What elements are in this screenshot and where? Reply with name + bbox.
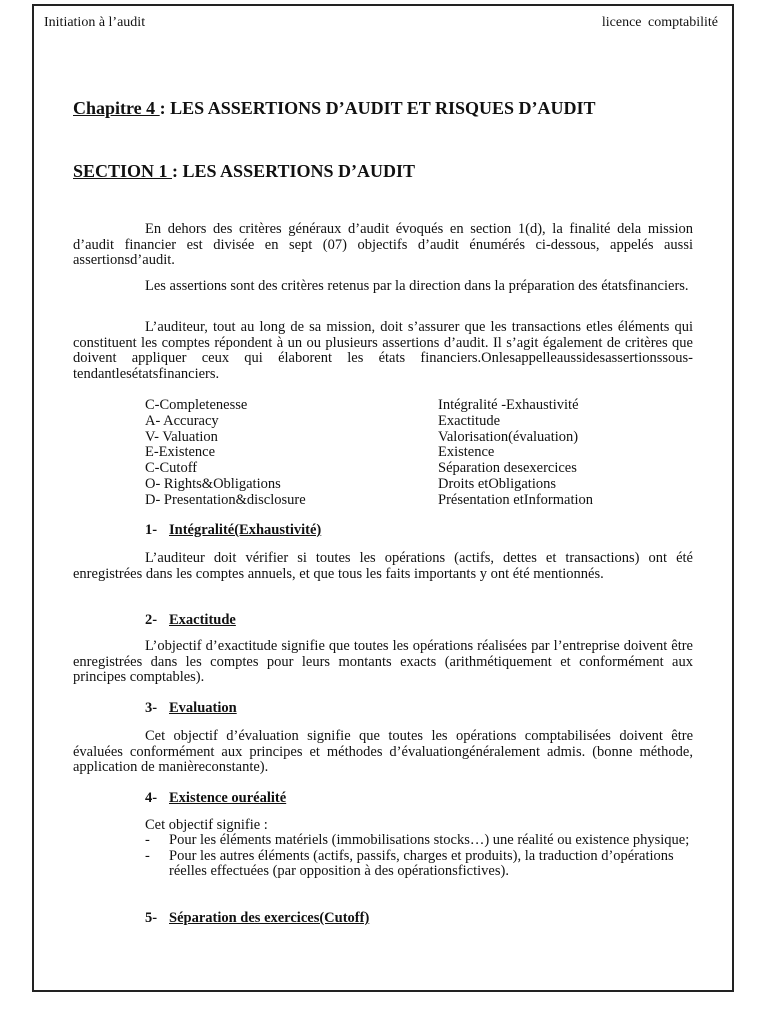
assertion-row (145, 430, 593, 446)
list-item (145, 833, 693, 849)
list-item (145, 849, 693, 880)
assertion-row (145, 493, 593, 509)
assertion-english: V- Valuation (145, 428, 218, 445)
assertion-french: Présentation etInformation (438, 491, 594, 508)
subsection-4-list (145, 833, 693, 880)
intro-paragraph-3: L’auditeur, tout au long de sa mission, doit s’assurer que les transactions etles éléments qui constituent les comptes répondent à un ou plusieurs assertions d’audit. Il s’agit également de critères que doivent appliquer ceux qui élaborent les états financiers.Onlesappelleaussidesassertionssous-tendantlesétatsfinanciers. (73, 319, 693, 382)
assertion-french: Intégralité -Exhaustivité (438, 397, 579, 413)
header-program: licence comptabilité (601, 15, 718, 30)
chapter-label: Chapitre 4 (73, 98, 160, 118)
subsection-heading-3 (145, 700, 237, 717)
list-item-text: Pour les autres éléments (actifs, passifs, charges et produits), la traduction d’opérations réelles effectuées (par opposition à des opérationsfictives). (169, 847, 674, 880)
subsection-heading-1 (145, 522, 321, 539)
subsection-title: Intégralité(Exhaustivité) (169, 522, 322, 538)
chapter-title (73, 98, 596, 119)
assertion-french: Exactitude (438, 412, 501, 429)
assertion-row (145, 414, 593, 430)
assertion-row (145, 477, 593, 493)
subsection-title: Existence ouréalité (169, 790, 287, 806)
subsection-3-text: Cet objectif d’évaluation signifie que toutes les opérations comptabilisées doivent être évaluées conformément aux principes et méthodes d’évaluationgénéralement admis. (bonne méthode, application de manièreconstante). (73, 728, 693, 776)
list-item-text: Pour les éléments matériels (immobilisations stocks…) une réalité ou existence physique; (169, 832, 690, 848)
subsection-heading-2 (145, 612, 236, 629)
subsection-title: Evaluation (169, 700, 237, 716)
assertion-english: D- Presentation&disclosure (145, 491, 306, 508)
subsection-heading-4 (145, 790, 286, 807)
assertion-row (145, 398, 593, 414)
assertion-row (145, 461, 593, 477)
subsection-number: 3- (145, 700, 158, 716)
assertion-english: E-Existence (145, 444, 216, 461)
assertions-table (145, 398, 593, 509)
assertion-english: C-Cutoff (145, 460, 198, 477)
assertion-french: Valorisation(évaluation) (438, 428, 579, 445)
assertion-french: Existence (438, 444, 495, 461)
subsection-2-text: L’objectif d’exactitude signifie que toutes les opérations réalisées par l’entreprise doivent être enregistrées dans les comptes pour leurs montants exacts (arithmétiquement et conformément aux principes comptables). (73, 638, 693, 686)
dash-bullet-icon: - (145, 832, 150, 848)
subsection-number: 1- (145, 522, 158, 538)
subsection-title: Séparation des exercices(Cutoff) (169, 910, 370, 926)
subsection-1-text: L’auditeur doit vérifier si toutes les opérations (actifs, dettes et transactions) ont été enregistrées dans les comptes annuels, et que tous les faits importants y ont été mentionnés. (73, 550, 693, 582)
subsection-title: Exactitude (169, 612, 236, 628)
assertion-french: Droits etObligations (438, 475, 557, 492)
assertion-french: Séparation desexercices (438, 460, 577, 477)
chapter-heading: : LES ASSERTIONS D’AUDIT ET RISQUES D’AUDIT (159, 98, 596, 118)
assertion-english: O- Rights&Obligations (145, 475, 281, 492)
subsection-number: 4- (145, 790, 158, 806)
assertion-english: A- Accuracy (145, 412, 219, 429)
dash-bullet-icon: - (145, 847, 150, 864)
subsection-4-intro: Cet objectif signifie : (145, 817, 268, 833)
section-title (73, 161, 415, 182)
header-course-title: Initiation à l’audit (44, 15, 146, 30)
subsection-heading-5 (145, 910, 369, 927)
subsection-number: 5- (145, 910, 158, 926)
section-label: SECTION 1 (73, 161, 173, 181)
intro-paragraph-2: Les assertions sont des critères retenus par la direction dans la préparation des étatsfinanciers. (145, 278, 689, 294)
intro-paragraph-1: En dehors des critères généraux d’audit évoqués en section 1(d), la finalité dela mission d’audit financier est divisée en sept (07) objectifs d’audit énumérés ci-dessous, appelés aussi assertionsd’audit. (73, 221, 693, 269)
assertion-row (145, 445, 593, 461)
section-heading: : LES ASSERTIONS D’AUDIT (172, 161, 415, 181)
assertion-english: C-Completenesse (145, 397, 248, 413)
subsection-number: 2- (145, 612, 158, 628)
